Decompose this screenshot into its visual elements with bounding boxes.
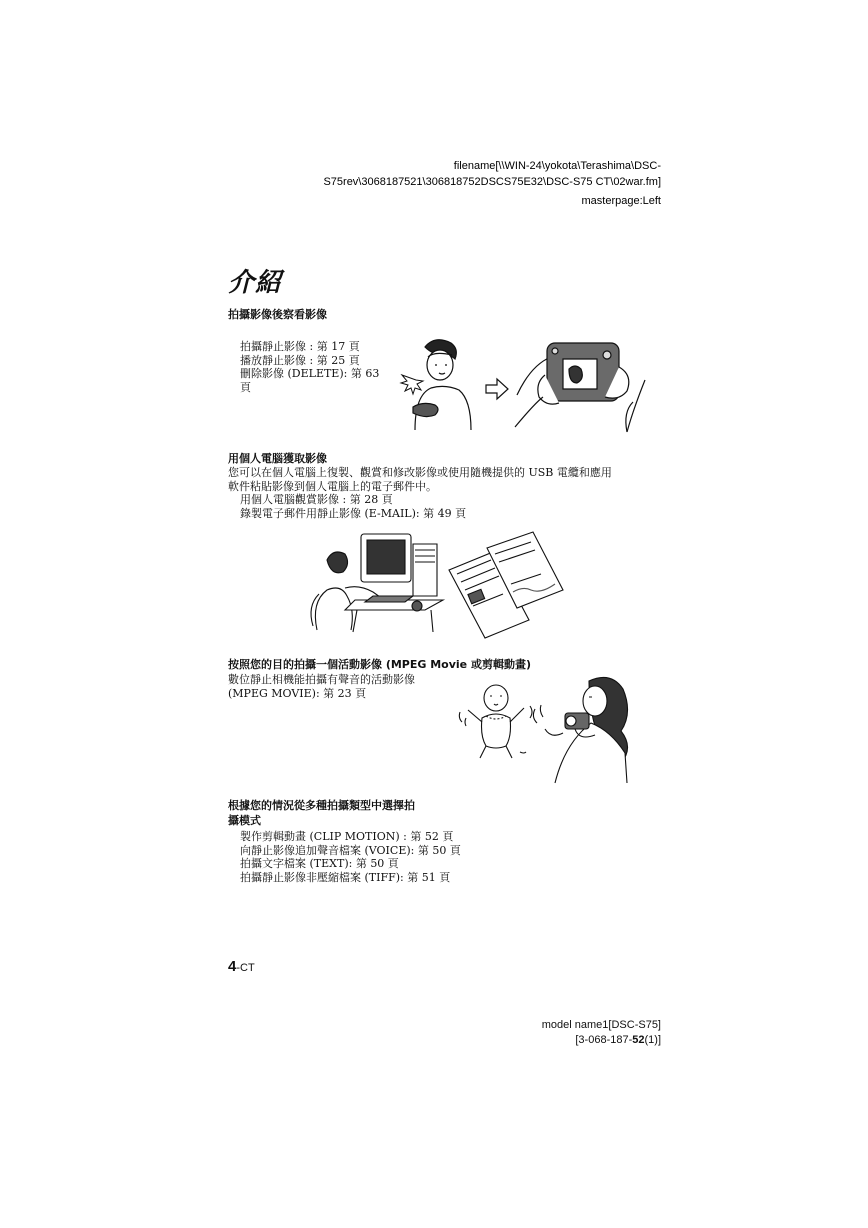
list-item: 拍攝靜止影像 : 第 17 頁 (240, 340, 360, 353)
list-item: 拍攝文字檔案 (TEXT): 第 50 頁 (240, 857, 399, 870)
filename-line-2: S75rev\3068187521\306818752DSCS75E32\DSC-S75 CT\02war.fm] (323, 176, 661, 188)
section-1-list (240, 340, 379, 394)
camera-lcd-illustration (515, 335, 650, 433)
list-item: 製作剪輯動畫 (CLIP MOTION) : 第 52 頁 (240, 830, 454, 843)
section-3-body (228, 673, 415, 700)
heading-line: 攝模式 (228, 814, 261, 827)
section-2-body (228, 466, 612, 520)
list-item: 向靜止影像追加聲音檔案 (VOICE): 第 50 頁 (240, 843, 461, 857)
model-code-line (542, 1033, 661, 1048)
page-title: 介紹 (228, 268, 283, 298)
heading-line: 根據您的情況從多種拍攝類型中選擇拍 (228, 799, 415, 812)
body-line: 數位靜止相機能拍攝有聲音的活動影像 (228, 673, 415, 686)
arrow-right-icon (485, 378, 509, 400)
list-item: 錄製電子郵件用靜止影像 (E-MAIL): 第 49 頁 (240, 506, 467, 520)
masterpage-label: masterpage:Left (581, 195, 661, 207)
list-item: 用個人電腦觀賞影像 : 第 28 頁 (240, 493, 393, 506)
model-name-line: model name1[DSC-S75] (541, 1019, 661, 1031)
page-number-value: 4 (228, 958, 237, 975)
model-code-bold: 52 (632, 1034, 645, 1046)
list-item: 播放靜止影像 : 第 25 頁 (240, 353, 360, 367)
page-number (228, 958, 255, 975)
body-line: 軟件粘貼影像到個人電腦上的電子郵件中。 (228, 479, 437, 493)
filename-line-1: filename[\\WIN-24\yokota\Terashima\DSC- (453, 160, 661, 172)
list-item: 頁 (240, 380, 251, 394)
list-item: 刪除影像 (DELETE): 第 63 (240, 367, 380, 380)
body-line: 您可以在個人電腦上復製、觀賞和修改影像或使用隨機提供的 USB 電纜和應用 (228, 466, 612, 479)
page-number-suffix: -CT (236, 962, 255, 974)
model-footer (542, 1018, 661, 1048)
model-code-prefix: [3-068-187- (575, 1034, 633, 1046)
computer-user-illustration (305, 530, 567, 632)
section-4-list (240, 830, 461, 884)
woman-with-camera-illustration (535, 673, 643, 785)
baby-illustration (458, 682, 534, 762)
section-1-heading: 拍攝影像後察看影像 (228, 308, 327, 321)
section-2-heading: 用個人電腦獲取影像 (228, 452, 327, 465)
body-line: (MPEG MOVIE): 第 23 頁 (228, 686, 367, 700)
section-4-heading (228, 798, 468, 828)
filename-header (323, 158, 661, 209)
section-3-heading: 按照您的目的拍攝一個活動影像 (MPEG Movie 或剪輯動畫) (228, 658, 531, 671)
person-with-camera-illustration (395, 335, 475, 435)
list-item: 拍攝靜止影像非壓縮檔案 (TIFF): 第 51 頁 (240, 870, 451, 884)
model-code-suffix: (1)] (644, 1034, 661, 1046)
